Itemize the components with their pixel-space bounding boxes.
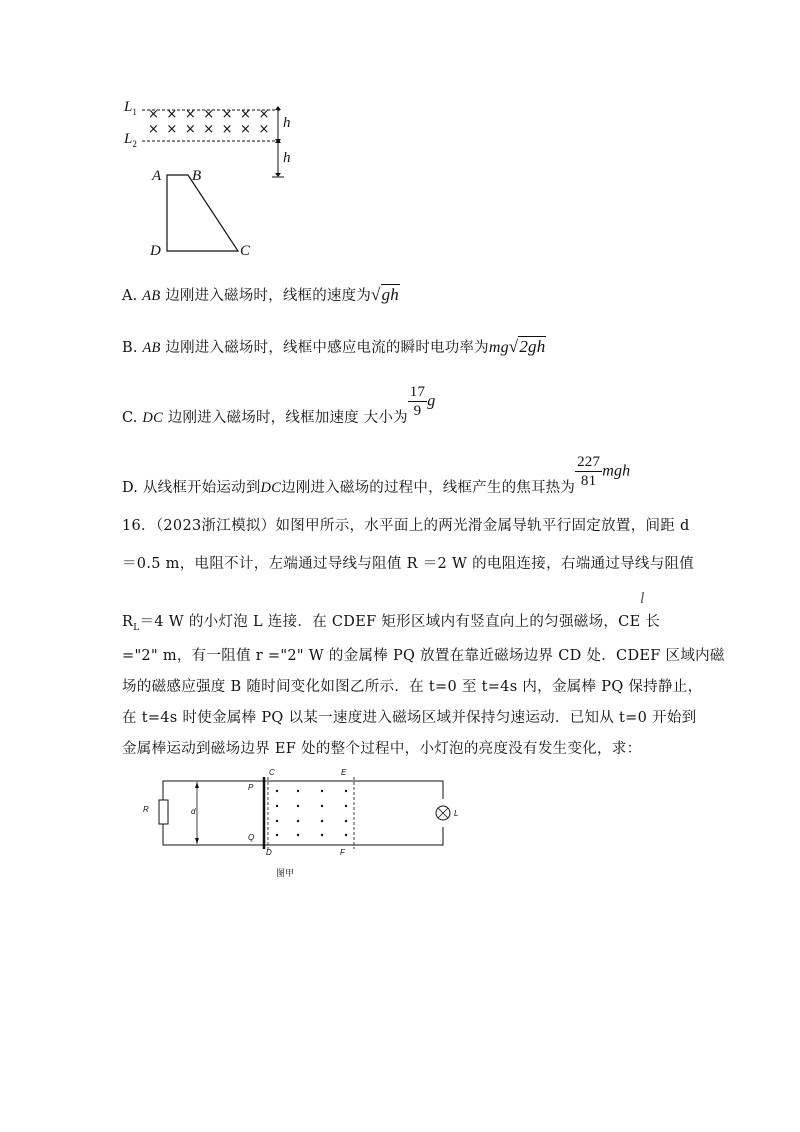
label-p: P (248, 783, 254, 792)
question-16-line-3: $R_L=4$ W 的小灯泡 L 连接．在 CDEF 矩形区域内有竖直向上的匀强磁场，CE 长 (122, 614, 661, 633)
question-16-line-2: ＝0.5 m，电阻不计，左端通过导线与阻值 R ＝2 W 的电阻连接，右端通过导线与阻值 (122, 556, 695, 572)
label-f: F (340, 848, 345, 857)
fraction-227-81: $\frac{227}{81}$ (577, 454, 601, 489)
question-16-line-7: 金属棒运动到磁场边界 EF 处的整个过程中，小灯泡的亮度没有发生变化，求： (122, 741, 642, 757)
question-16-line-1: 16．（2023浙江模拟）如图甲所示，水平面上的两光滑金属导轨平行固定放置，间距 d (122, 518, 690, 534)
label-h-bottom: h (283, 150, 291, 166)
figure-1 (120, 95, 320, 265)
label-d: D (150, 243, 161, 259)
figure-2-caption: 图甲 (276, 869, 295, 879)
figure-2 (140, 765, 470, 880)
trapezoid-frame (167, 175, 238, 251)
label-a: A (152, 168, 162, 184)
option-b: B. AB 边刚进入磁场时，线框中感应电流的瞬时电功率为mg√2gh (122, 337, 546, 356)
question-16-line-5: 场的磁感应强度 B 随时间变化如图乙所示．在 t=0 至 t=4s 内，金属棒 PQ 保持静止， (122, 679, 703, 695)
label-h-top: h (283, 115, 291, 131)
label-d-distance: d (191, 807, 196, 816)
label-c-point: C (269, 768, 275, 777)
option-c: C. DC 边刚进入磁场时，线框加速度 大小为 $\frac{17}{9}$ g (122, 384, 436, 426)
field-crosses-row-1: ××××××× (148, 107, 277, 122)
label-r: R (143, 805, 149, 814)
label-e: E (341, 768, 347, 777)
option-a: A. AB 边刚进入磁场时，线框的速度为√gh (122, 285, 399, 304)
label-l1: $L_1$ (124, 99, 137, 117)
field-crosses-row-2: ××××××× (148, 122, 277, 137)
question-16-mark: l (640, 590, 645, 607)
question-16-line-4: ="2" m，有一阻值 r ="2" W 的金属棒 PQ 放置在靠近磁场边界 CD 处．CDEF 区域内磁 (122, 648, 725, 664)
resistor-r (159, 800, 168, 824)
arrow-head-bottom (275, 173, 281, 177)
label-d-point: D (266, 848, 272, 857)
label-l2: $L_2$ (124, 131, 137, 149)
fraction-17-9: $\frac{17}{9}$ (409, 384, 426, 419)
label-c: C (240, 243, 251, 259)
option-d: D. 从线框开始运动到DC边刚进入磁场的过程中，线框产生的焦耳热为 $\frac{227}{81}$ mgh (122, 454, 631, 496)
figure-2-drawing (140, 765, 470, 880)
label-lamp: L (454, 809, 459, 818)
label-b: B (192, 168, 202, 184)
label-q: Q (248, 833, 255, 842)
question-16-line-6: 在 t=4s 时使金属棒 PQ 以某一速度进入磁场区域并保持匀速运动．已知从 t=0 开始到 (122, 710, 697, 726)
field-dots (276, 790, 347, 836)
